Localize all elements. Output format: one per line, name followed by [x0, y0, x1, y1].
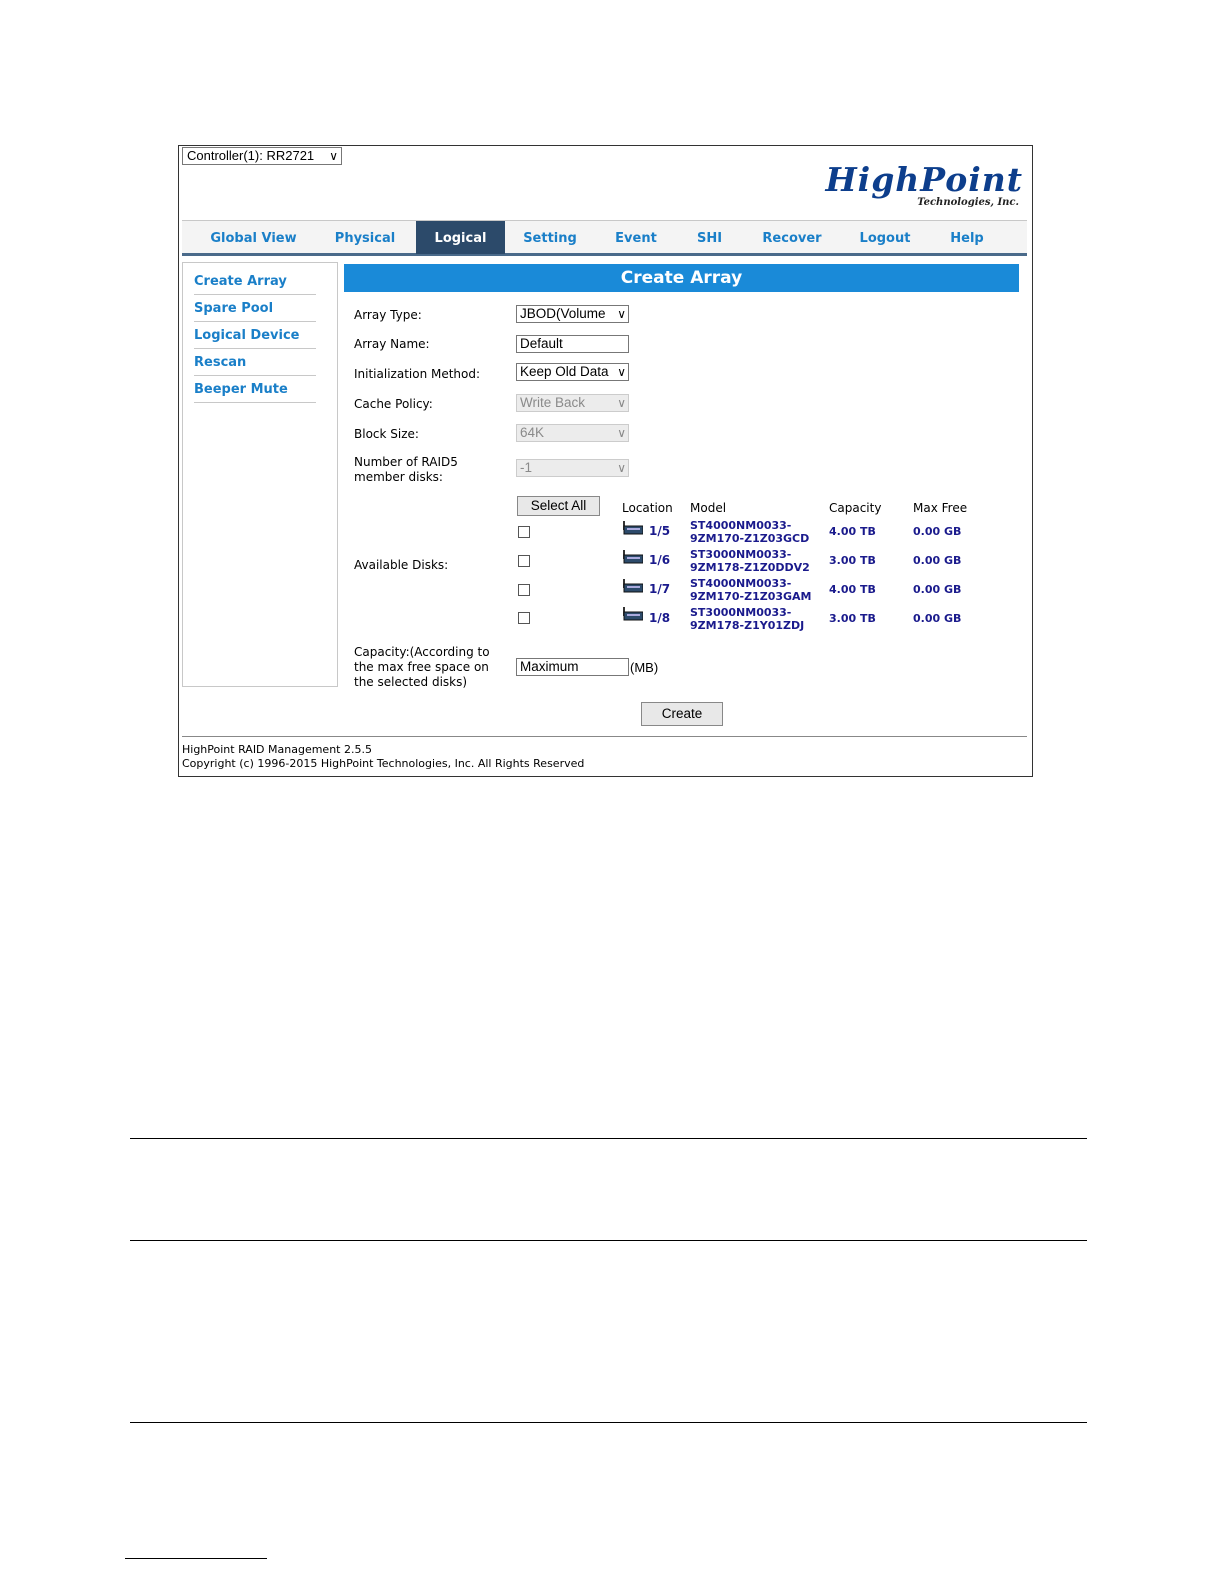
array-type-label: Array Type: [354, 308, 422, 322]
disk-model-line2: 9ZM178-Z1Y01ZDJ [690, 619, 805, 632]
page-divider [130, 1422, 1087, 1423]
disk-capacity: 4.00 TB [829, 525, 876, 538]
disk-max-free: 0.00 GB [913, 525, 962, 538]
raid5-members-select [516, 459, 629, 477]
disk-model-line1: ST3000NM0033- [690, 548, 792, 561]
disk-location: 1/8 [649, 611, 671, 625]
footer-divider [182, 736, 1027, 737]
disk-model-line1: ST4000NM0033- [690, 577, 792, 590]
sidebar-item-beeper-mute[interactable]: Beeper Mute [194, 378, 316, 403]
cache-policy-label: Cache Policy: [354, 397, 433, 411]
select-all-button[interactable]: Select All [517, 496, 600, 516]
array-name-label: Array Name: [354, 337, 430, 351]
form-title: Create Array [344, 264, 1019, 292]
disk-checkbox[interactable] [518, 526, 530, 538]
chevron-down-icon: ∨ [617, 307, 626, 321]
disk-model [690, 548, 810, 574]
array-name-input[interactable] [516, 335, 629, 353]
block-size-label: Block Size: [354, 427, 419, 441]
tab-event[interactable]: Event [615, 231, 657, 246]
disk-model-line1: ST4000NM0033- [690, 519, 792, 532]
chevron-down-icon: ∨ [617, 426, 626, 440]
create-button[interactable]: Create [641, 702, 723, 726]
disk-max-free: 0.00 GB [913, 612, 962, 625]
controller-select-value: Controller(1): RR2721 [187, 148, 315, 163]
init-method-value: Keep Old Data [520, 364, 609, 379]
capacity-label-line3: the selected disks) [354, 675, 468, 689]
init-method-label: Initialization Method: [354, 367, 481, 381]
disk-location: 1/5 [649, 524, 671, 538]
available-disks-label: Available Disks: [354, 558, 449, 572]
highpoint-logo [827, 160, 1027, 212]
tab-shi[interactable]: SHI [696, 231, 723, 246]
footer-copyright: Copyright (c) 1996-2015 HighPoint Technologies, Inc. All Rights Reserved [182, 757, 585, 770]
disk-model-line1: ST3000NM0033- [690, 606, 792, 619]
capacity-value: Maximum [520, 659, 579, 674]
disk-model-line2: 9ZM170-Z1Z03GAM [690, 590, 812, 603]
tab-setting[interactable]: Setting [523, 231, 577, 246]
array-name-value: Default [520, 336, 563, 351]
sidebar-item-rescan[interactable]: Rescan [194, 351, 316, 376]
disk-location: 1/7 [649, 582, 671, 596]
sidebar [182, 262, 338, 687]
block-size-select [516, 424, 629, 442]
capacity-input[interactable] [516, 658, 629, 676]
raid5-label-line2: member disks: [354, 470, 443, 484]
chevron-down-icon: ∨ [329, 149, 338, 163]
logo-subtitle: Technologies, Inc. [917, 197, 1019, 208]
footer [182, 743, 584, 771]
disk-model-line2: 9ZM170-Z1Z03GCD [690, 532, 810, 545]
sidebar-item-spare-pool[interactable]: Spare Pool [194, 297, 316, 322]
tab-logout[interactable]: Logout [859, 231, 911, 246]
sidebar-item-logical-device[interactable]: Logical Device [194, 324, 316, 349]
tab-logical[interactable]: Logical [416, 221, 505, 254]
cache-policy-value: Write Back [520, 395, 586, 410]
capacity-label-line2: the max free space on [354, 660, 489, 674]
tab-recover[interactable]: Recover [762, 231, 822, 246]
disk-model [690, 577, 812, 603]
chevron-down-icon: ∨ [617, 365, 626, 379]
disk-drive-icon [623, 550, 643, 564]
tab-help[interactable]: Help [950, 231, 984, 246]
disk-drive-icon [623, 579, 643, 593]
disk-checkbox[interactable] [518, 612, 530, 624]
footnote-rule [125, 1558, 267, 1559]
raid-management-window [178, 145, 1033, 777]
main-nav [182, 220, 1027, 256]
chevron-down-icon: ∨ [617, 396, 626, 410]
capacity-unit: (MB) [630, 660, 659, 675]
column-location: Location [622, 501, 673, 515]
tab-physical[interactable]: Physical [334, 231, 396, 246]
raid5-label-line1: Number of RAID5 [354, 455, 458, 469]
tab-global-view[interactable]: Global View [210, 231, 297, 246]
raid5-members-label [354, 455, 458, 485]
chevron-down-icon: ∨ [617, 461, 626, 475]
capacity-label [354, 645, 490, 690]
disk-model-line2: 9ZM178-Z1Z0DDV2 [690, 561, 810, 574]
array-type-value: JBOD(Volume [520, 306, 606, 321]
page-divider [130, 1240, 1087, 1241]
column-model: Model [690, 501, 727, 515]
disk-capacity: 3.00 TB [829, 612, 876, 625]
disk-drive-icon [623, 607, 643, 621]
disk-model [690, 606, 804, 632]
cache-policy-select [516, 394, 629, 412]
disk-max-free: 0.00 GB [913, 554, 962, 567]
page-divider [130, 1138, 1087, 1139]
disk-capacity: 4.00 TB [829, 583, 876, 596]
column-capacity: Capacity [829, 501, 882, 515]
disk-capacity: 3.00 TB [829, 554, 876, 567]
footer-version: HighPoint RAID Management 2.5.5 [182, 743, 372, 756]
disk-max-free: 0.00 GB [913, 583, 962, 596]
controller-select[interactable] [182, 147, 342, 165]
array-type-select[interactable] [516, 305, 629, 323]
raid5-members-value: -1 [520, 460, 533, 475]
disk-model [690, 519, 809, 545]
disk-drive-icon [623, 521, 643, 535]
block-size-value: 64K [520, 425, 545, 440]
column-max-free: Max Free [913, 501, 968, 515]
disk-checkbox[interactable] [518, 584, 530, 596]
capacity-label-line1: Capacity:(According to [354, 645, 490, 659]
disk-location: 1/6 [649, 553, 671, 567]
init-method-select[interactable] [516, 363, 629, 381]
logo-wordmark: HighPoint [825, 160, 1023, 199]
disk-checkbox[interactable] [518, 555, 530, 567]
sidebar-item-create-array[interactable]: Create Array [194, 270, 316, 295]
